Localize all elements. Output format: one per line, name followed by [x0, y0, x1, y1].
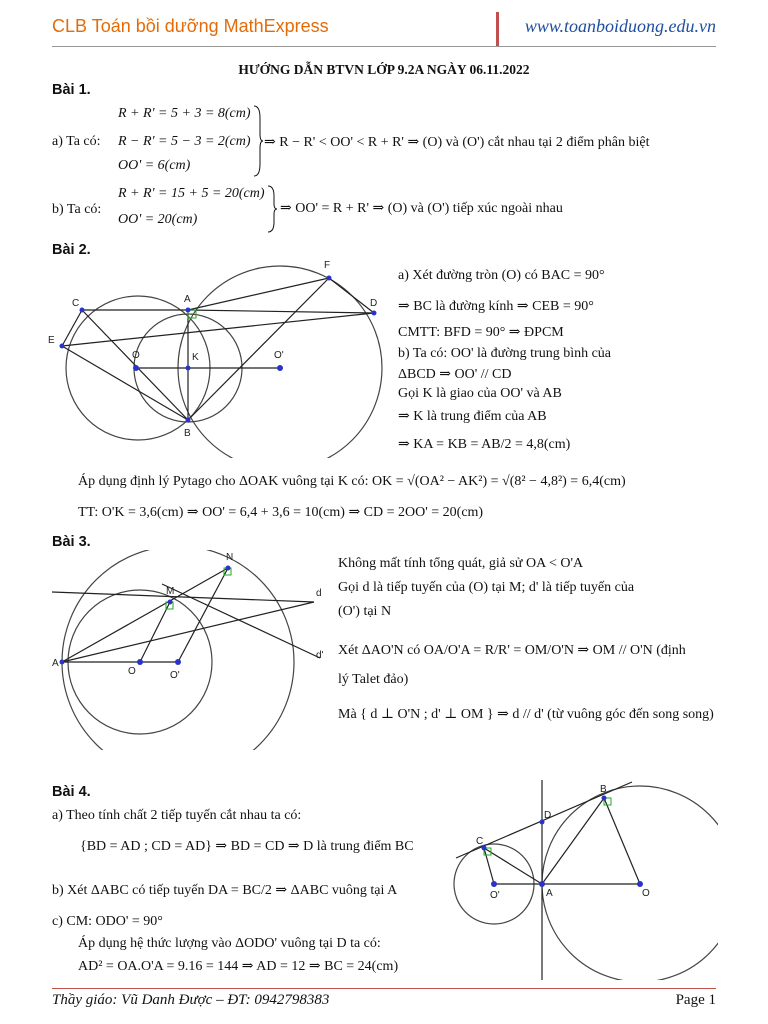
bai2-label-C: C [72, 298, 80, 309]
bai2-label-A: A [184, 294, 191, 305]
bai3-label-d-prime: d' [316, 650, 324, 661]
bai2-line-7: ⇒ K là trung điểm của AB [398, 409, 547, 424]
bai3-figure [52, 550, 332, 750]
header-divider [496, 12, 499, 46]
bai1-a-brace [252, 104, 264, 178]
bai3-label-N: N [226, 552, 234, 563]
bai3-line-5: lý Talet đảo) [338, 672, 409, 687]
bai2-line-1: a) Xét đường tròn (O) có BAC = 90° [398, 268, 605, 283]
bai3-line-4: Xét ΔAO'N có OA/O'A = R/R' = OM/O'N ⇒ OM // O'N (định [338, 643, 686, 658]
bai3-label-O: O [128, 666, 136, 677]
bai4-label-C: C [476, 836, 484, 847]
bai1-a-prefix: a) Ta có: [52, 134, 101, 149]
bai2-heading: Bài 2. [52, 242, 91, 258]
bai1-a-line-1: R + R' = 5 + 3 = 8(cm) [118, 106, 251, 121]
bai4-label-D: D [544, 810, 552, 821]
bai3-label-O-prime: O' [170, 670, 180, 681]
bai4-line-3: b) Xét ΔABC có tiếp tuyến DA = BC/2 ⇒ ΔABC vuông tại A [52, 883, 398, 898]
bai3-line-3: (O') tại N [338, 604, 392, 619]
bai2-pytago: Áp dụng định lý Pytago cho ΔOAK vuông tại K có: OK = √(OA² − AK²) = √(8² − 4,8²) = 6,4(cm) [78, 474, 626, 489]
page-title: HƯỚNG DẪN BTVN LỚP 9.2A NGÀY 06.11.2022 [238, 62, 530, 77]
bai2-label-D: D [370, 298, 378, 309]
bai2-label-B: B [184, 428, 191, 439]
bai2-line-4: b) Ta có: OO' là đường trung bình của [398, 346, 612, 361]
bai3-label-d: d [316, 588, 322, 599]
page-number: Page 1 [675, 992, 716, 1008]
bai4-line-2: {BD = AD ; CD = AD} ⇒ BD = CD ⇒ D là trung điểm BC [80, 839, 414, 854]
bai1-b-conclusion: ⇒ OO' = R + R' ⇒ (O) và (O') tiếp xúc ngoài nhau [280, 201, 563, 216]
bai3-line-6: Mà { d ⊥ O'N ; d' ⊥ OM } ⇒ d // d' (từ vuông góc đến song song) [338, 707, 714, 722]
bai1-b-brace [266, 184, 278, 234]
bai2-figure [44, 258, 394, 458]
teacher-contact: Thầy giáo: Vũ Danh Được – ĐT: 0942798383 [52, 992, 330, 1008]
header-rule [52, 46, 716, 47]
bai2-line-2: ⇒ BC là đường kính ⇒ CEB = 90° [398, 299, 594, 314]
bai2-line-8: ⇒ KA = KB = AB/2 = 4,8(cm) [398, 437, 571, 452]
bai4-label-O: O [642, 888, 650, 899]
bai3-heading: Bài 3. [52, 534, 91, 550]
bai3-line-2: Gọi d là tiếp tuyến của (O) tại M; d' là tiếp tuyến của [338, 580, 635, 595]
bai1-b-prefix: b) Ta có: [52, 202, 102, 217]
website-link[interactable]: www.toanboiduong.edu.vn [524, 16, 716, 36]
bai2-line-6: Gọi K là giao của OO' và AB [398, 386, 562, 401]
bai1-a-line-3: OO' = 6(cm) [118, 158, 191, 173]
footer-rule [52, 988, 716, 989]
bai2-line-3: CMTT: BFD = 90° ⇒ ĐPCM [398, 325, 564, 340]
bai4-label-A: A [546, 888, 553, 899]
bai1-a-conclusion: ⇒ R − R' < OO' < R + R' ⇒ (O) và (O') cắt nhau tại 2 điểm phân biệt [264, 135, 650, 150]
bai3-label-A: A [52, 658, 59, 669]
bai4-figure [450, 780, 718, 980]
bai2-label-O: O [132, 350, 140, 361]
bai1-heading: Bài 1. [52, 82, 91, 98]
bai2-label-K: K [192, 352, 199, 363]
bai2-tt: TT: O'K = 3,6(cm) ⇒ OO' = 6,4 + 3,6 = 10(cm) ⇒ CD = 2OO' = 20(cm) [78, 505, 484, 520]
bai4-label-O-prime: O' [490, 890, 500, 901]
bai4-line-5: Áp dụng hệ thức lượng vào ΔODO' vuông tại D ta có: [78, 936, 381, 951]
bai2-line-5: ΔBCD ⇒ OO' // CD [398, 367, 512, 382]
bai2-label-E: E [48, 335, 55, 346]
bai4-line-6: AD² = OA.O'A = 9.16 = 144 ⇒ AD = 12 ⇒ BC = 24(cm) [78, 959, 399, 974]
bai4-line-1: a) Theo tính chất 2 tiếp tuyến cắt nhau ta có: [52, 808, 302, 823]
bai4-line-4: c) CM: ODO' = 90° [52, 914, 163, 929]
bai1-b-line-1: R + R' = 15 + 5 = 20(cm) [118, 186, 265, 201]
club-name: CLB Toán bồi dưỡng MathExpress [52, 16, 329, 36]
bai3-line-1: Không mất tính tổng quát, giả sử OA < O'A [338, 556, 584, 571]
bai4-label-B: B [600, 784, 607, 795]
bai1-b-line-2: OO' = 20(cm) [118, 212, 198, 227]
bai3-label-M: M [166, 586, 175, 597]
bai2-label-F: F [324, 260, 331, 271]
bai1-a-line-2: R − R' = 5 − 3 = 2(cm) [118, 134, 251, 149]
bai4-heading: Bài 4. [52, 784, 91, 800]
bai2-label-O-prime: O' [274, 350, 284, 361]
